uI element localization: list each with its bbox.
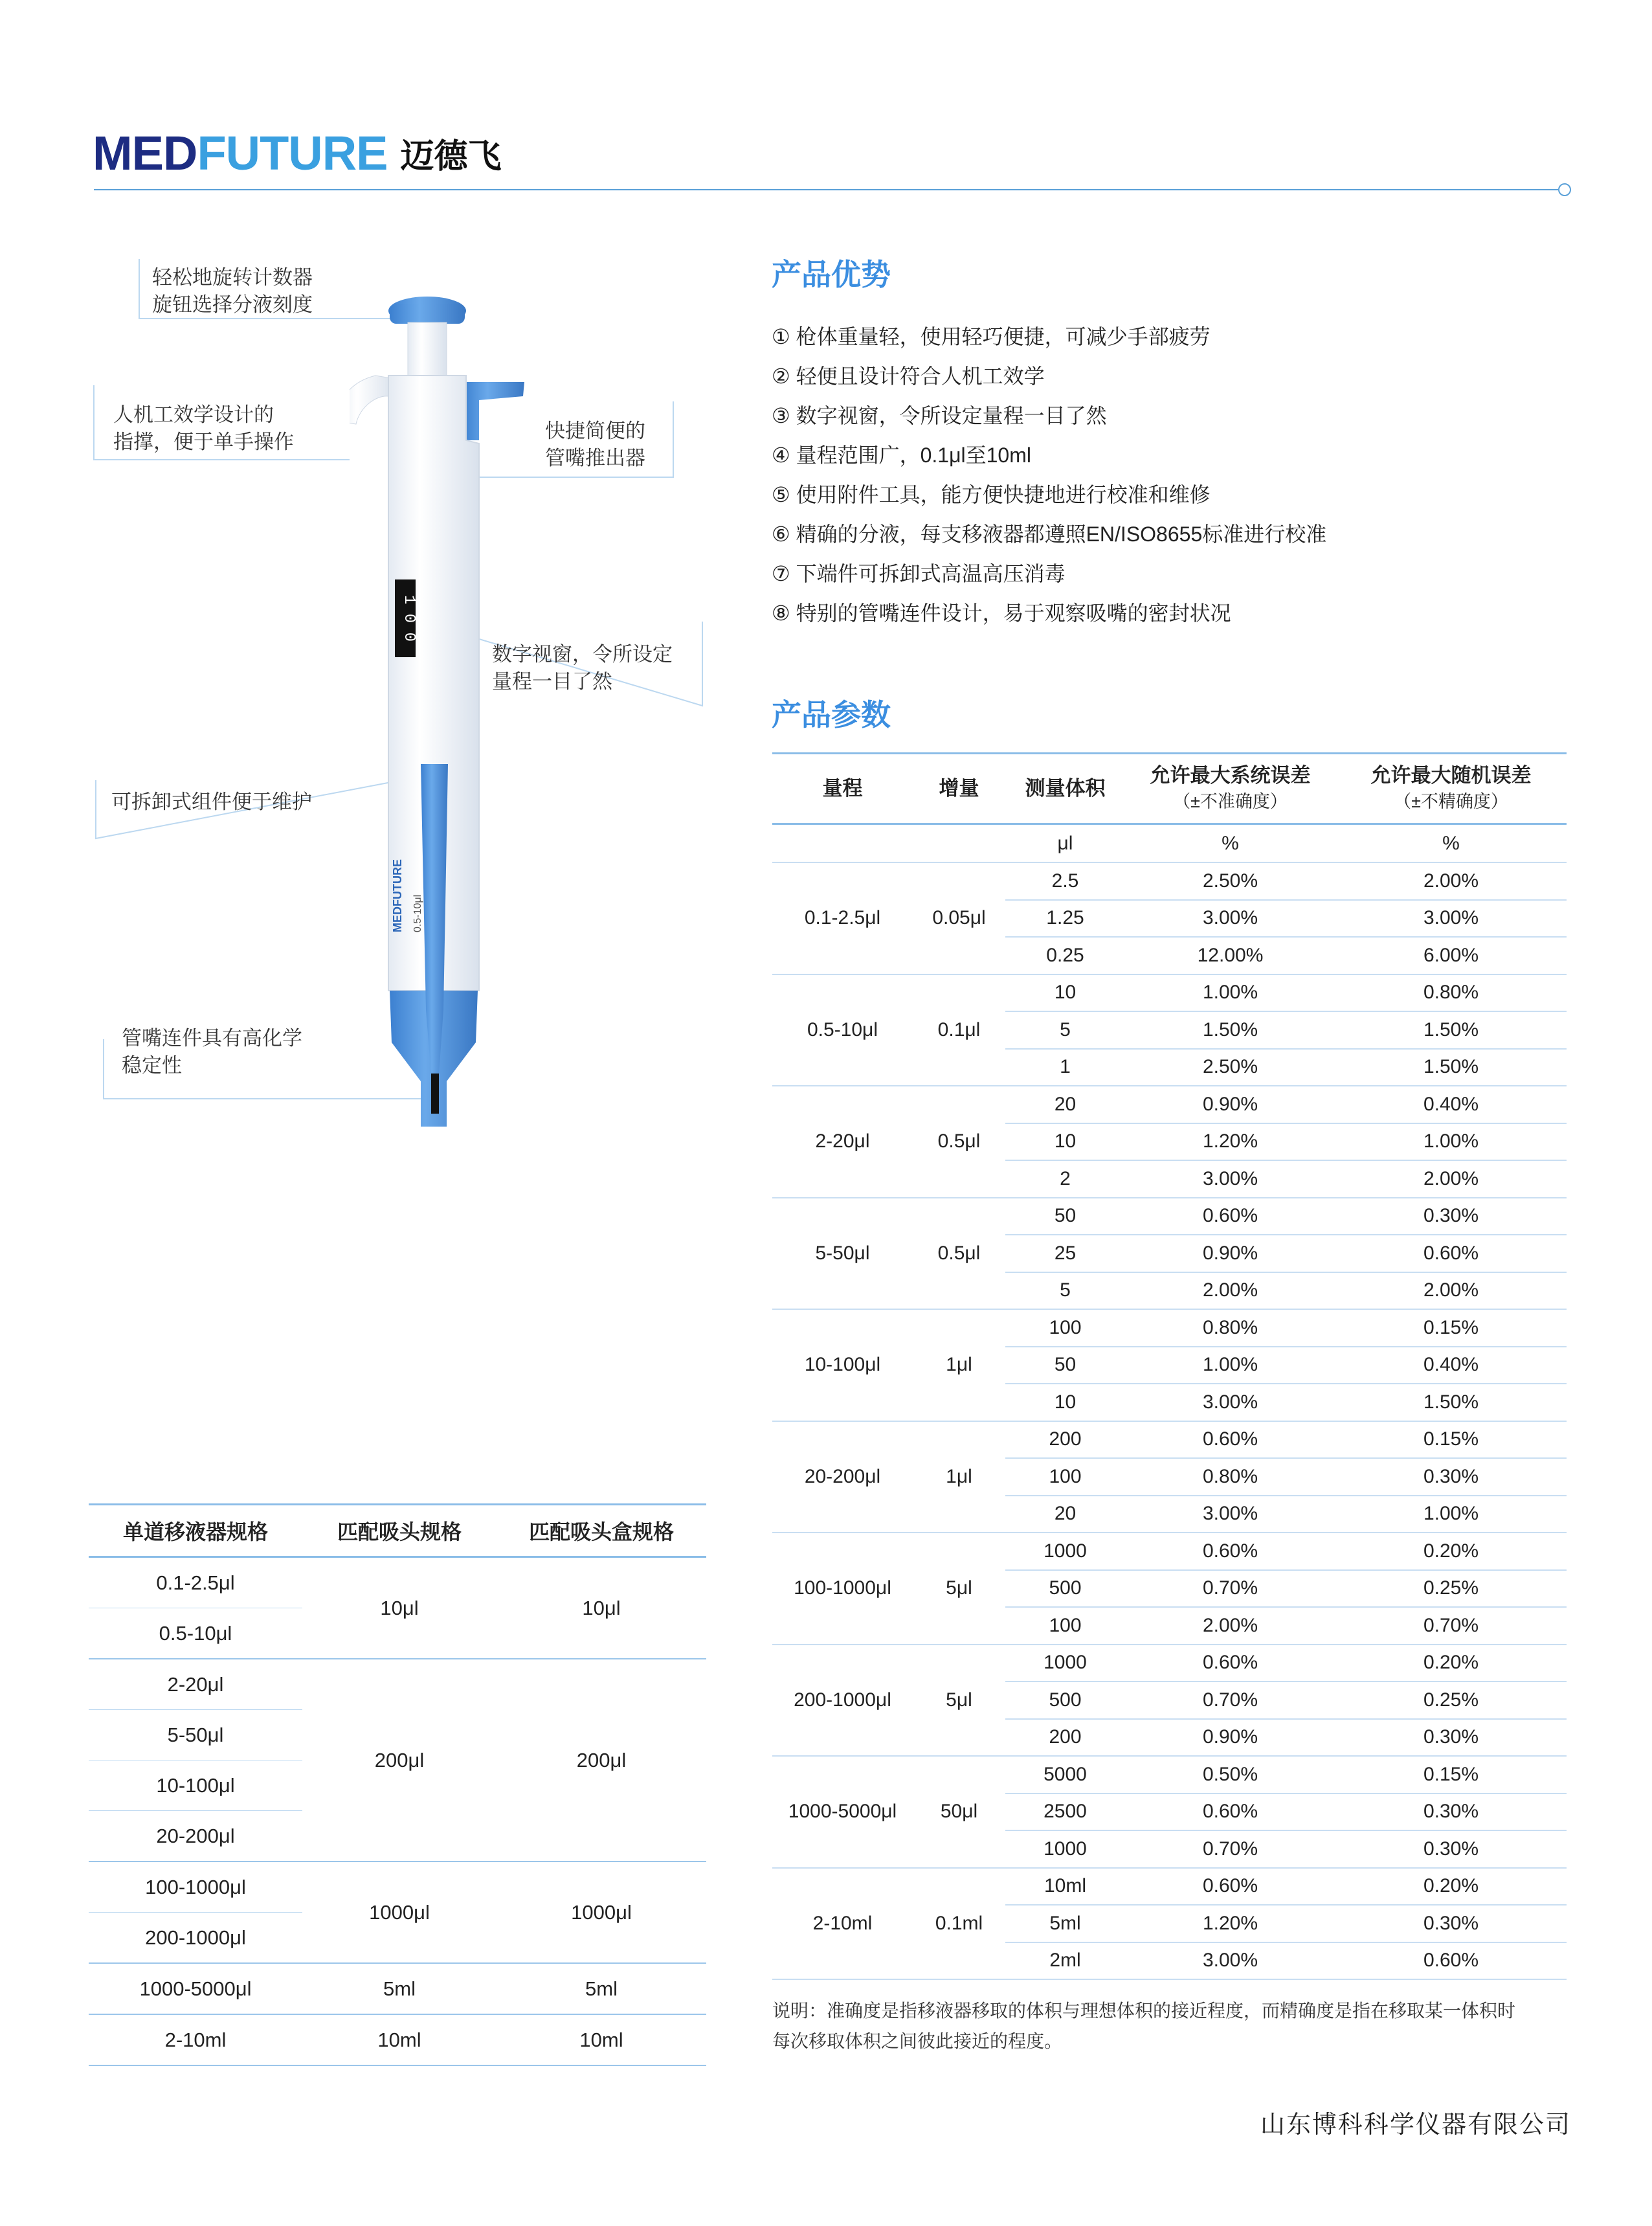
param-sys-error: 12.00% bbox=[1125, 937, 1335, 974]
callout-knob-line2: 旋钮选择分液刻度 bbox=[152, 293, 313, 316]
param-sys-error: 0.80% bbox=[1125, 1309, 1335, 1347]
company-name: 山东博科科学仪器有限公司 bbox=[1260, 2111, 1571, 2139]
unit-volume: μl bbox=[1005, 824, 1125, 863]
param-volume: 1.25 bbox=[1005, 900, 1125, 938]
param-volume: 2500 bbox=[1005, 1793, 1125, 1831]
params-table bbox=[772, 752, 1567, 1980]
param-volume: 2ml bbox=[1005, 1942, 1125, 1980]
param-volume: 5ml bbox=[1005, 1905, 1125, 1942]
param-volume: 20 bbox=[1005, 1086, 1125, 1123]
param-sys-error: 0.70% bbox=[1125, 1681, 1335, 1719]
header-range: 量程 bbox=[772, 754, 913, 824]
param-rand-error: 0.20% bbox=[1335, 1533, 1567, 1570]
param-sys-error: 0.60% bbox=[1125, 1645, 1335, 1682]
advantage-item: ① 枪体重量轻，使用轻巧便捷，可减少手部疲劳 bbox=[772, 325, 1211, 348]
callout-grip-line2: 指撑，便于单手操作 bbox=[113, 431, 294, 453]
param-increment: 1μl bbox=[913, 1309, 1005, 1421]
param-rand-error: 0.20% bbox=[1335, 1645, 1567, 1682]
param-increment: 0.5μl bbox=[913, 1198, 1005, 1310]
param-volume: 200 bbox=[1005, 1421, 1125, 1459]
param-sys-error: 2.50% bbox=[1125, 862, 1335, 900]
param-rand-error: 1.50% bbox=[1335, 1049, 1567, 1086]
param-range: 0.1-2.5μl bbox=[772, 862, 913, 974]
param-range: 5-50μl bbox=[772, 1198, 913, 1310]
header-increment: 增量 bbox=[913, 754, 1005, 824]
spec-row bbox=[89, 1659, 706, 1710]
param-rand-error: 2.00% bbox=[1335, 862, 1567, 900]
header-sys-error bbox=[1125, 754, 1335, 824]
callout-ejector-line1: 快捷简便的 bbox=[545, 420, 645, 442]
param-rand-error: 0.60% bbox=[1335, 1942, 1567, 1980]
param-increment: 0.05μl bbox=[913, 862, 1005, 974]
param-range: 0.5-10μl bbox=[772, 974, 913, 1086]
advantage-item: ④ 量程范围广，0.1μl至10ml bbox=[772, 444, 1031, 467]
param-sys-error: 1.00% bbox=[1125, 1347, 1335, 1384]
spec-model: 10-100μl bbox=[89, 1760, 302, 1811]
header-sys-error-label: 允许最大系统误差 bbox=[1150, 764, 1311, 787]
param-volume: 2.5 bbox=[1005, 862, 1125, 900]
spec-model: 200-1000μl bbox=[89, 1913, 302, 1964]
callout-knob bbox=[152, 264, 313, 319]
tip-cone bbox=[431, 1074, 439, 1114]
param-volume: 25 bbox=[1005, 1235, 1125, 1272]
advantages-title: 产品优势 bbox=[772, 258, 891, 291]
param-volume: 1000 bbox=[1005, 1830, 1125, 1868]
param-sys-error: 1.20% bbox=[1125, 1123, 1335, 1161]
param-increment: 0.1ml bbox=[913, 1868, 1005, 1980]
unit-sys: % bbox=[1125, 824, 1335, 863]
param-volume: 2 bbox=[1005, 1160, 1125, 1198]
callout-grip-line1: 人机工效学设计的 bbox=[113, 403, 274, 426]
brand-future: FUTURE bbox=[197, 126, 388, 180]
param-volume: 0.25 bbox=[1005, 937, 1125, 974]
param-sys-error: 0.90% bbox=[1125, 1235, 1335, 1272]
display-digits: 1 0 0 bbox=[400, 594, 418, 642]
param-rand-error: 0.70% bbox=[1335, 1607, 1567, 1645]
param-rand-error: 0.30% bbox=[1335, 1793, 1567, 1831]
header-volume: 测量体积 bbox=[1005, 754, 1125, 824]
advantages-list bbox=[772, 317, 1574, 633]
param-volume: 500 bbox=[1005, 1570, 1125, 1608]
param-sys-error: 0.90% bbox=[1125, 1719, 1335, 1757]
callout-tip-line1: 管嘴连件具有高化学 bbox=[122, 1027, 302, 1050]
param-sys-error: 0.70% bbox=[1125, 1570, 1335, 1608]
param-increment: 5μl bbox=[913, 1645, 1005, 1757]
brand-cn: 迈德飞 bbox=[400, 138, 502, 175]
param-volume: 100 bbox=[1005, 1309, 1125, 1347]
param-increment: 50μl bbox=[913, 1756, 1005, 1868]
header-sys-error-sub: （±不准确度） bbox=[1173, 792, 1288, 811]
param-sys-error: 1.50% bbox=[1125, 1011, 1335, 1049]
param-range: 2-20μl bbox=[772, 1086, 913, 1198]
param-volume: 100 bbox=[1005, 1458, 1125, 1496]
param-rand-error: 0.25% bbox=[1335, 1681, 1567, 1719]
param-rand-error: 0.40% bbox=[1335, 1086, 1567, 1123]
header-rand-error-sub: （±不精确度） bbox=[1394, 792, 1508, 811]
spec-box: 1000μl bbox=[497, 1861, 706, 1963]
param-rand-error: 0.30% bbox=[1335, 1719, 1567, 1757]
param-volume: 100 bbox=[1005, 1607, 1125, 1645]
param-sys-error: 0.70% bbox=[1125, 1830, 1335, 1868]
param-sys-error: 0.60% bbox=[1125, 1198, 1335, 1235]
spec-header-tip: 匹配吸头规格 bbox=[302, 1505, 497, 1557]
spec-row bbox=[89, 2014, 706, 2065]
spec-model: 2-20μl bbox=[89, 1659, 302, 1710]
callout-knob-line1: 轻松地旋转计数器 bbox=[152, 266, 313, 289]
param-volume: 20 bbox=[1005, 1496, 1125, 1533]
param-range: 2-10ml bbox=[772, 1868, 913, 1980]
param-volume: 5 bbox=[1005, 1011, 1125, 1049]
param-range: 10-100μl bbox=[772, 1309, 913, 1421]
param-sys-error: 0.60% bbox=[1125, 1793, 1335, 1831]
brand-med: MED bbox=[93, 126, 197, 180]
param-rand-error: 2.00% bbox=[1335, 1272, 1567, 1310]
param-row bbox=[772, 1198, 1567, 1235]
param-rand-error: 0.20% bbox=[1335, 1868, 1567, 1906]
spec-tip: 5ml bbox=[302, 1963, 497, 2014]
spec-table bbox=[89, 1503, 706, 2066]
param-volume: 1 bbox=[1005, 1049, 1125, 1086]
spec-box: 10ml bbox=[497, 2014, 706, 2065]
param-rand-error: 0.15% bbox=[1335, 1756, 1567, 1793]
param-row bbox=[772, 1086, 1567, 1123]
param-rand-error: 1.50% bbox=[1335, 1384, 1567, 1421]
param-increment: 1μl bbox=[913, 1421, 1005, 1533]
param-row bbox=[772, 1309, 1567, 1347]
param-increment: 0.5μl bbox=[913, 1086, 1005, 1198]
note-line2: 每次移取体积之间彼此接近的程度。 bbox=[772, 2031, 1063, 2051]
param-volume: 10 bbox=[1005, 1384, 1125, 1421]
advantage-item: ⑥ 精确的分液，每支移液器都遵照EN/ISO8655标准进行校准 bbox=[772, 523, 1327, 546]
spec-model: 1000-5000μl bbox=[89, 1963, 302, 2014]
param-rand-error: 0.40% bbox=[1335, 1347, 1567, 1384]
param-sys-error: 2.00% bbox=[1125, 1272, 1335, 1310]
param-sys-error: 2.50% bbox=[1125, 1049, 1335, 1086]
spec-tip: 10μl bbox=[302, 1557, 497, 1659]
unit-blank bbox=[772, 824, 913, 863]
param-rand-error: 1.00% bbox=[1335, 1496, 1567, 1533]
param-volume: 5000 bbox=[1005, 1756, 1125, 1793]
spec-row bbox=[89, 1557, 706, 1608]
callout-ejector-line2: 管嘴推出器 bbox=[545, 447, 645, 469]
spec-model: 20-200μl bbox=[89, 1811, 302, 1862]
param-volume: 10 bbox=[1005, 1123, 1125, 1161]
pipette-spacer2 bbox=[385, 1120, 386, 1121]
param-volume: 500 bbox=[1005, 1681, 1125, 1719]
param-row bbox=[772, 1645, 1567, 1682]
param-row bbox=[772, 1868, 1567, 1906]
param-sys-error: 3.00% bbox=[1125, 1160, 1335, 1198]
param-sys-error: 0.50% bbox=[1125, 1756, 1335, 1793]
header-rand-error-label: 允许最大随机误差 bbox=[1370, 764, 1532, 787]
params-title: 产品参数 bbox=[772, 698, 891, 732]
spec-box: 10μl bbox=[497, 1557, 706, 1659]
param-row bbox=[772, 1421, 1567, 1459]
param-volume: 50 bbox=[1005, 1347, 1125, 1384]
spec-tip: 200μl bbox=[302, 1659, 497, 1861]
param-rand-error: 0.15% bbox=[1335, 1421, 1567, 1459]
param-sys-error: 0.60% bbox=[1125, 1533, 1335, 1570]
advantage-item: ③ 数字视窗，令所设定量程一目了然 bbox=[772, 404, 1107, 427]
param-rand-error: 0.30% bbox=[1335, 1198, 1567, 1235]
advantage-item: ⑤ 使用附件工具，能方便快捷地进行校准和维修 bbox=[772, 483, 1211, 506]
param-sys-error: 0.90% bbox=[1125, 1086, 1335, 1123]
advantage-item: ② 轻便且设计符合人机工效学 bbox=[772, 365, 1045, 388]
pipette-range-label: 0.5-10μl bbox=[412, 894, 423, 932]
note-line1: 说明：准确度是指移液器移取的体积与理想体积的接近程度，而精确度是指在移取某一体积时 bbox=[772, 2001, 1516, 2021]
spec-model: 0.5-10μl bbox=[89, 1608, 302, 1659]
ejector-button bbox=[463, 382, 524, 440]
param-rand-error: 2.00% bbox=[1335, 1160, 1567, 1198]
spec-model: 100-1000μl bbox=[89, 1861, 302, 1913]
spec-tip: 1000μl bbox=[302, 1861, 497, 1963]
params-header-row bbox=[772, 754, 1567, 824]
callout-window-line2: 量程一目了然 bbox=[492, 670, 612, 693]
param-rand-error: 1.50% bbox=[1335, 1011, 1567, 1049]
callout-tip-line2: 稳定性 bbox=[122, 1054, 182, 1077]
spec-header-model: 单道移液器规格 bbox=[89, 1505, 302, 1557]
param-rand-error: 0.30% bbox=[1335, 1905, 1567, 1942]
param-range: 100-1000μl bbox=[772, 1533, 913, 1645]
param-range: 20-200μl bbox=[772, 1421, 913, 1533]
param-volume: 1000 bbox=[1005, 1645, 1125, 1682]
param-sys-error: 0.60% bbox=[1125, 1421, 1335, 1459]
spec-tip: 10ml bbox=[302, 2014, 497, 2065]
params-note bbox=[772, 1996, 1575, 2056]
header-rule-dot bbox=[1558, 183, 1571, 196]
param-rand-error: 0.25% bbox=[1335, 1570, 1567, 1608]
pipette-tip-shaft bbox=[408, 764, 466, 1127]
unit-blank bbox=[913, 824, 1005, 863]
param-rand-error: 0.15% bbox=[1335, 1309, 1567, 1347]
spec-model: 0.1-2.5μl bbox=[89, 1557, 302, 1608]
spec-box: 5ml bbox=[497, 1963, 706, 2014]
spec-box: 200μl bbox=[497, 1659, 706, 1861]
pipette-brand-label: MEDFUTURE bbox=[391, 859, 404, 932]
param-sys-error: 3.00% bbox=[1125, 1384, 1335, 1421]
param-rand-error: 6.00% bbox=[1335, 937, 1567, 974]
param-sys-error: 0.80% bbox=[1125, 1458, 1335, 1496]
param-rand-error: 0.60% bbox=[1335, 1235, 1567, 1272]
param-rand-error: 1.00% bbox=[1335, 1123, 1567, 1161]
param-volume: 1000 bbox=[1005, 1533, 1125, 1570]
header-rand-error bbox=[1335, 754, 1567, 824]
param-sys-error: 1.20% bbox=[1125, 1905, 1335, 1942]
param-sys-error: 3.00% bbox=[1125, 1496, 1335, 1533]
param-sys-error: 3.00% bbox=[1125, 900, 1335, 938]
spec-model: 2-10ml bbox=[89, 2014, 302, 2065]
param-sys-error: 2.00% bbox=[1125, 1607, 1335, 1645]
callout-window-line1: 数字视窗，令所设定 bbox=[492, 643, 673, 666]
param-volume: 5 bbox=[1005, 1272, 1125, 1310]
param-row bbox=[772, 974, 1567, 1012]
param-volume: 10ml bbox=[1005, 1868, 1125, 1906]
param-sys-error: 3.00% bbox=[1125, 1942, 1335, 1980]
spec-row bbox=[89, 1861, 706, 1913]
param-row bbox=[772, 1756, 1567, 1793]
units-row bbox=[772, 824, 1567, 863]
param-range: 1000-5000μl bbox=[772, 1756, 913, 1868]
param-volume: 50 bbox=[1005, 1198, 1125, 1235]
param-rand-error: 3.00% bbox=[1335, 900, 1567, 938]
param-volume: 200 bbox=[1005, 1719, 1125, 1757]
callout-grip bbox=[113, 401, 294, 456]
advantage-item: ⑧ 特别的管嘴连件设计，易于观察吸嘴的密封状况 bbox=[772, 601, 1231, 625]
param-range: 200-1000μl bbox=[772, 1645, 913, 1757]
param-rand-error: 0.80% bbox=[1335, 974, 1567, 1012]
param-sys-error: 1.00% bbox=[1125, 974, 1335, 1012]
param-row bbox=[772, 1533, 1567, 1570]
param-increment: 0.1μl bbox=[913, 974, 1005, 1086]
unit-rand: % bbox=[1335, 824, 1567, 863]
spec-row bbox=[89, 1963, 706, 2014]
param-row bbox=[772, 862, 1567, 900]
spec-header-row bbox=[89, 1505, 706, 1557]
callout-detach: 可拆卸式组件便于维护 bbox=[111, 791, 312, 813]
param-sys-error: 0.60% bbox=[1125, 1868, 1335, 1906]
callout-tip bbox=[122, 1025, 302, 1079]
param-increment: 5μl bbox=[913, 1533, 1005, 1645]
callout-ejector bbox=[545, 418, 645, 472]
spec-header-box: 匹配吸头盒规格 bbox=[497, 1505, 706, 1557]
spec-model: 5-50μl bbox=[89, 1710, 302, 1760]
param-rand-error: 0.30% bbox=[1335, 1458, 1567, 1496]
advantage-item: ⑦ 下端件可拆卸式高温高压消毒 bbox=[772, 562, 1066, 585]
param-volume: 10 bbox=[1005, 974, 1125, 1012]
param-rand-error: 0.30% bbox=[1335, 1830, 1567, 1868]
